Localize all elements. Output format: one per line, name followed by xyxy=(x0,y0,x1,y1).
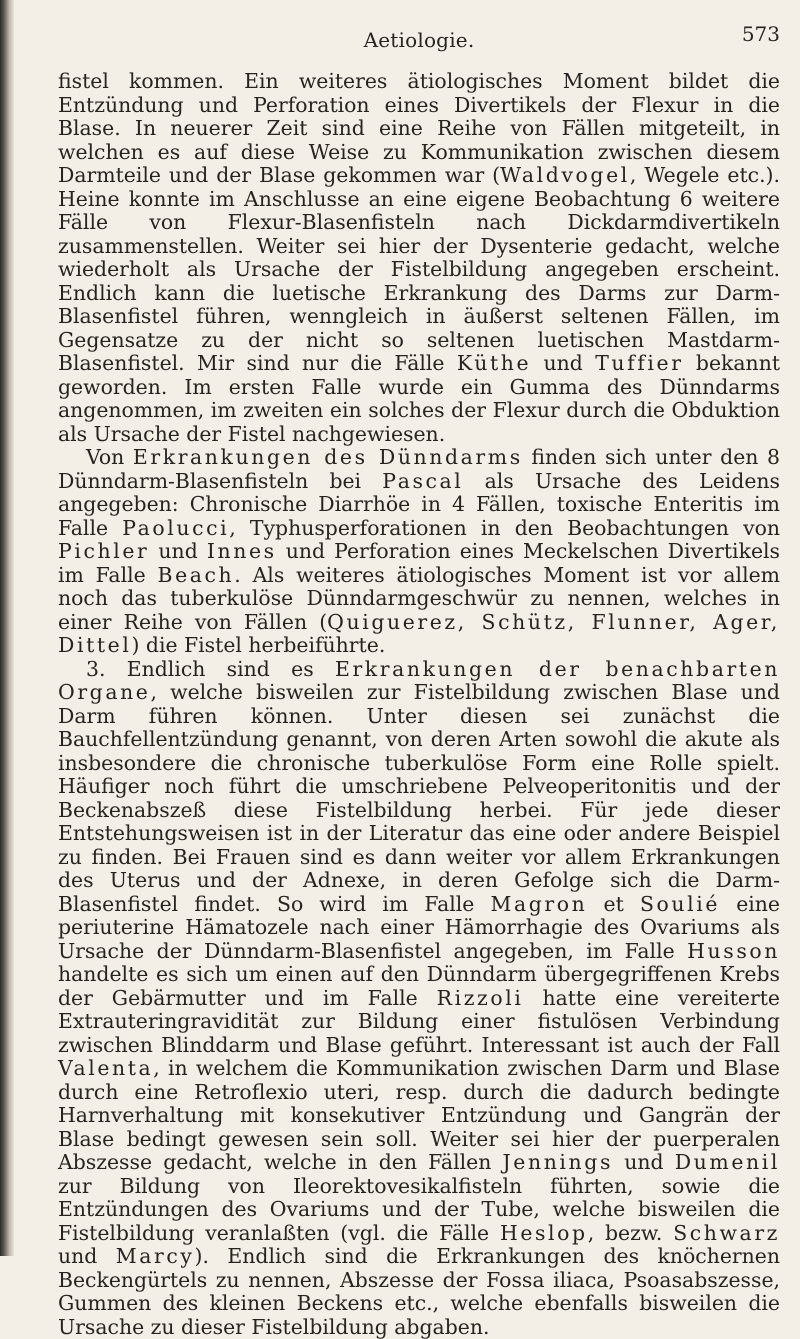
text-run: eine periuterine Hämatozele nach einer Hämorrhagie des Ovariums als Ursache der Dünndarm-Blasenfistel angegeben, im Falle xyxy=(58,892,780,963)
text-run: , in welchem die Kommunikation zwischen Darm und Blase durch eine Retroflexio uteri, resp. durch die dadurch bedingte Harnverhaltung mit konsekutiver Entzündung und Gangrän der Blase bedingt gewesen sein soll. Weiter sei hier der puerperalen Abszesse gedacht, welche in den Fällen xyxy=(58,1056,780,1174)
book-page xyxy=(58,22,780,1339)
spaced-name: Marcy xyxy=(116,1244,195,1268)
text-run: fistel kommen. Ein weiteres ätiologisches Moment bildet die Entzündung und Perforation eines Divertikels der Flexur in die Blase. In neuerer Zeit sind eine Reihe von Fällen mitgeteilt, in welchen es auf diese Weise zu Kommunikation zwischen diesem Darmteile und der Blase gekommen war ( xyxy=(58,69,780,187)
body-text xyxy=(58,70,780,1339)
text-run: und xyxy=(613,1150,675,1174)
text-run: finden sich unter den 8 Dünndarm-Blasenfisteln bei xyxy=(58,445,780,493)
spaced-name: Erkrankungen der benachbarten Organe xyxy=(58,657,780,705)
page-binding-edge xyxy=(0,0,14,1256)
spaced-name: Pascal xyxy=(382,469,463,493)
text-run: und xyxy=(58,1244,116,1268)
text-run: und xyxy=(531,351,595,375)
text-run: zur Bildung von Ileorektovesikalfisteln führten, sowie die Entzündungen des Ovariums und der Tube, welche bisweilen die Fistelbildung veranlaßten (vgl. die Fälle xyxy=(58,1174,780,1245)
text-run: handelte es sich um einen auf den Dünndarm übergegriffenen Krebs der Gebärmutter und im Falle xyxy=(58,962,780,1010)
spaced-name: Dumenil xyxy=(675,1150,780,1174)
running-head: Aetiologie. xyxy=(58,28,780,52)
page-header xyxy=(58,22,780,58)
text-run: bekannt geworden. Im ersten Falle wurde ein Gumma des Dünndarms angenommen, im zweiten ein solches der Flexur durch die Obduktion als Ursache der Fistel nachgewiesen. xyxy=(58,351,780,446)
spaced-name: Husson xyxy=(687,939,780,963)
spaced-name: Schwarz xyxy=(673,1221,780,1245)
text-run: , Wegele etc.). Heine konnte im Anschlusse an eine eigene Beobachtung 6 weitere Fälle von Flexur-Blasenfisteln nach Dickdarmdivertikeln zusammenstellen. Weiter sei hier der Dysenterie gedacht, welche wiederholt als Ursache der Fistelbildung angegeben erscheint. Endlich kann die luetische Erkrankung des Darms zur Darm-Blasenfistel führen, wenngleich in äußerst seltenen Fällen, im Gegensatze zu der nicht so seltenen luetischen Mastdarm-Blasenfistel. Mir sind nur die Fälle xyxy=(58,163,780,375)
text-run: et xyxy=(587,892,640,916)
paragraph xyxy=(58,658,780,1339)
text-run: hatte eine vereiterte Extrauteringravidität zur Bildung einer fistulösen Verbindung zwischen Blinddarm und Blase geführt. Interessant ist auch der Fall xyxy=(58,986,780,1057)
spaced-name: Küthe xyxy=(457,351,531,375)
text-run: und xyxy=(149,539,206,563)
text-run: als Ursache des Leidens angegeben: Chronische Diarrhöe in 4 Fällen, toxische Enteritis im Falle xyxy=(58,469,780,540)
spaced-name: Soulié xyxy=(640,892,720,916)
spaced-name: Magron xyxy=(491,892,588,916)
spaced-name: Beach xyxy=(158,563,235,587)
spaced-name: Pichler xyxy=(58,539,149,563)
spaced-name: Valenta xyxy=(58,1056,153,1080)
text-run: , welche bisweilen zur Fistelbildung zwischen Blase und Darm führen können. Unter diesen sei zunächst die Bauchfellentzündung genannt, von deren Arten sowohl die akute als insbesondere die chronische tuberkulöse Form eine Rolle spielt. Häufiger noch führt die umschriebene Pelveoperitonitis und der Beckenabszeß diese Fistelbildung herbei. Für jede dieser Entstehungsweisen ist in der Literatur das eine oder andere Beispiel zu finden. Bei Frauen sind es dann weiter vor allem Erkrankungen des Uterus und der Adnexe, in deren Gefolge sich die Darm-Blasenfistel findet. So wird im Falle xyxy=(58,680,780,916)
spaced-name: Quiguerez, Schütz, Flunner, Ager, Dittel xyxy=(58,610,780,658)
text-run: ). Endlich sind die Erkrankungen des knöchernen Beckengürtels zu nennen, Abszesse der Fossa iliaca, Psoasabszesse, Gummen des kleinen Beckens etc., welche ebenfalls bisweilen die Ursache zu dieser Fistelbildung abgaben. xyxy=(58,1244,780,1339)
text-run: . Als weiteres ätiologisches Moment ist vor allem noch das tuberkulöse Dünndarmgeschwür zu nennen, welches in einer Reihe von Fällen ( xyxy=(58,563,780,634)
text-run: , Typhusperforationen in den Beobachtungen von xyxy=(229,516,780,540)
spaced-name: Tuffier xyxy=(595,351,683,375)
spaced-name: Innes xyxy=(207,539,277,563)
text-run: und Perforation eines Meckelschen Divertikels im Falle xyxy=(58,539,780,587)
spaced-name: Rizzoli xyxy=(437,986,524,1010)
spaced-name: Heslop xyxy=(500,1221,588,1245)
text-run: , bezw. xyxy=(588,1221,673,1245)
spaced-name: Paolucci xyxy=(122,516,229,540)
page-number: 573 xyxy=(742,22,780,46)
spaced-name: Waldvogel xyxy=(500,163,630,187)
paragraph xyxy=(58,446,780,658)
spaced-name: Jennings xyxy=(503,1150,613,1174)
paragraph xyxy=(58,70,780,446)
spaced-name: Erkrankungen des Dünndarms xyxy=(133,445,523,469)
text-run: 3. Endlich sind es xyxy=(86,657,335,681)
text-run: Von xyxy=(86,445,133,469)
text-run: ) die Fistel herbeiführte. xyxy=(131,633,385,657)
